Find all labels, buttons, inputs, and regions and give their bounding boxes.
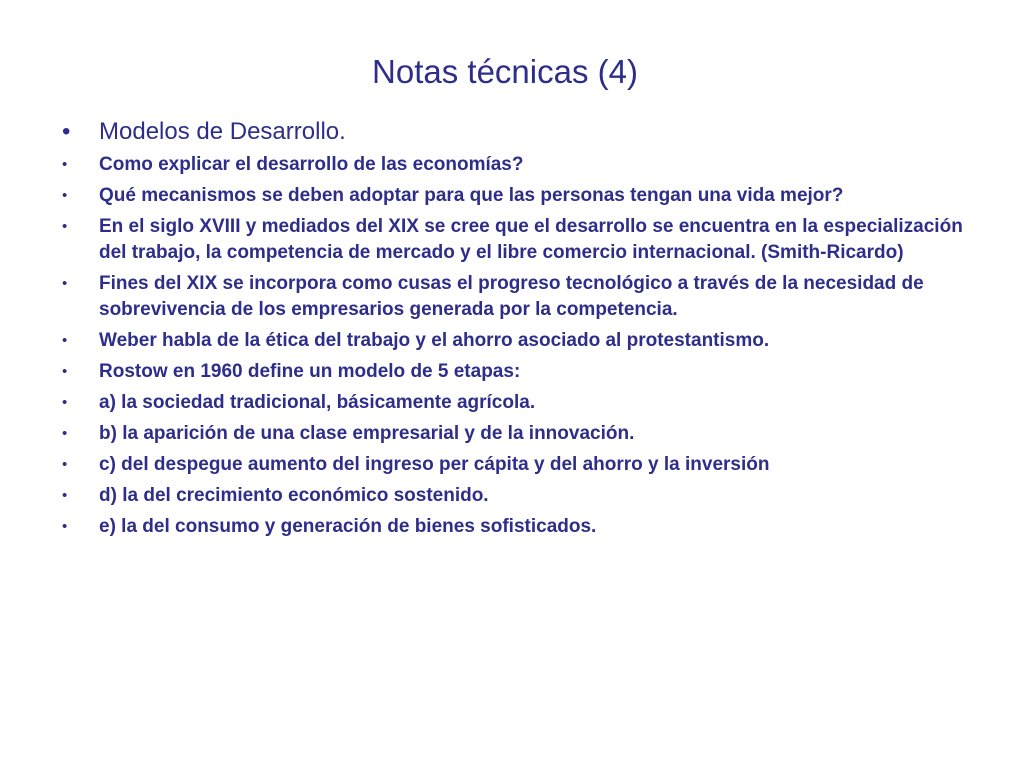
bullet-icon: • [62, 156, 68, 173]
bullet-item [62, 514, 982, 540]
bullet-text: Weber habla de la ética del trabajo y el ahorro asociado al protestantismo. [99, 330, 770, 351]
bullet-text: a) la sociedad tradicional, básicamente agrícola. [99, 392, 536, 413]
bullet-item [62, 421, 982, 447]
bullet-icon: • [62, 487, 68, 504]
bullet-icon: • [62, 187, 68, 204]
bullet-text: En el siglo XVIII y mediados del XIX se cree que el desarrollo se encuentra en la especialización del trabajo, la competencia de mercado y el libre comercio internacional. (Smith-Ricardo) [99, 216, 963, 263]
bullet-item [62, 152, 982, 178]
bullet-item [62, 483, 982, 509]
bullet-list [62, 118, 982, 545]
bullet-icon: • [62, 275, 68, 292]
bullet-icon: • [62, 425, 68, 442]
bullet-item [62, 452, 982, 478]
bullet-item [62, 359, 982, 385]
bullet-icon: • [62, 218, 68, 235]
bullet-item [62, 183, 982, 209]
bullet-item [62, 271, 982, 323]
bullet-item [62, 214, 982, 266]
bullet-icon: • [62, 118, 71, 145]
bullet-item [62, 328, 982, 354]
bullet-item-models [62, 118, 982, 146]
bullet-text: c) del despegue aumento del ingreso per cápita y del ahorro y la inversión [99, 454, 770, 475]
bullet-icon: • [62, 456, 68, 473]
bullet-text: Como explicar el desarrollo de las economías? [99, 154, 524, 175]
bullet-icon: • [62, 518, 68, 535]
bullet-icon: • [62, 332, 68, 349]
bullet-text: e) la del consumo y generación de bienes sofisticados. [99, 516, 597, 537]
bullet-text: b) la aparición de una clase empresarial y de la innovación. [99, 423, 635, 444]
bullet-text: Rostow en 1960 define un modelo de 5 etapas: [99, 361, 521, 382]
bullet-icon: • [62, 394, 68, 411]
bullet-text: d) la del crecimiento económico sostenido. [99, 485, 489, 506]
bullet-text: Qué mecanismos se deben adoptar para que las personas tengan una vida mejor? [99, 185, 844, 206]
slide-title: Notas técnicas (4) [372, 53, 638, 90]
bullet-item [62, 390, 982, 416]
bullet-text: Fines del XIX se incorpora como cusas el progreso tecnológico a través de la necesidad de sobrevivencia de los empresarios generada por la competencia. [99, 273, 924, 320]
bullet-text: Modelos de Desarrollo. [99, 118, 346, 145]
bullet-icon: • [62, 363, 68, 380]
